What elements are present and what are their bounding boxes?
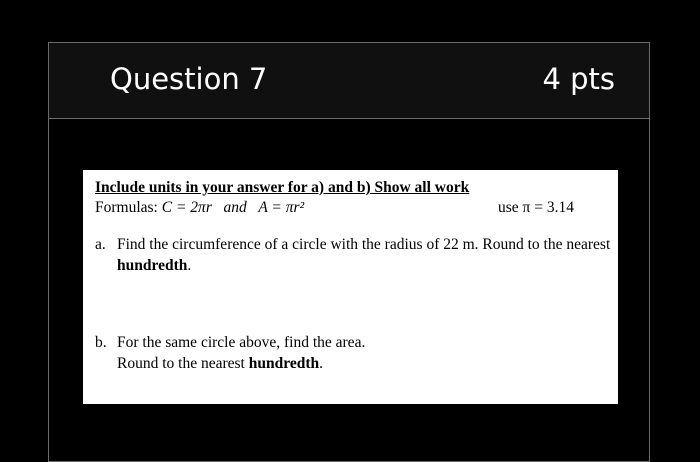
part-a-letter: a.: [95, 236, 106, 253]
part-a-emphasis: hundredth: [117, 257, 188, 274]
instructions-text: Include units in your answer for a) and b) Show all work: [95, 179, 470, 196]
part-a-prompt: Find the circumference of a circle with the radius of 22 m. Round to the nearest: [117, 236, 611, 253]
question-image: [83, 170, 618, 404]
part-b-line1: For the same circle above, find the area.: [117, 334, 366, 351]
part-b-letter: b.: [95, 334, 107, 351]
part-a-period: .: [187, 257, 192, 274]
part-b-prompt: Round to the nearest: [117, 355, 249, 372]
pi-note: use π = 3.14: [498, 199, 574, 216]
formulas-label: Formulas:: [95, 199, 158, 216]
circumference-formula: C = 2πr: [161, 199, 212, 216]
question-points: 4 pts: [542, 62, 615, 96]
formula-connector: and: [223, 199, 247, 216]
part-b-line2: [117, 353, 617, 374]
question-card: [48, 42, 650, 462]
formulas-line: [95, 198, 304, 217]
question-header: [49, 43, 649, 119]
question-title: Question 7: [110, 62, 268, 96]
part-b-period: .: [319, 355, 323, 372]
area-formula: A = πr²: [258, 199, 305, 216]
part-a-text: [117, 234, 612, 276]
part-b-emphasis: hundredth: [248, 355, 320, 372]
part-b-text: [117, 332, 617, 374]
